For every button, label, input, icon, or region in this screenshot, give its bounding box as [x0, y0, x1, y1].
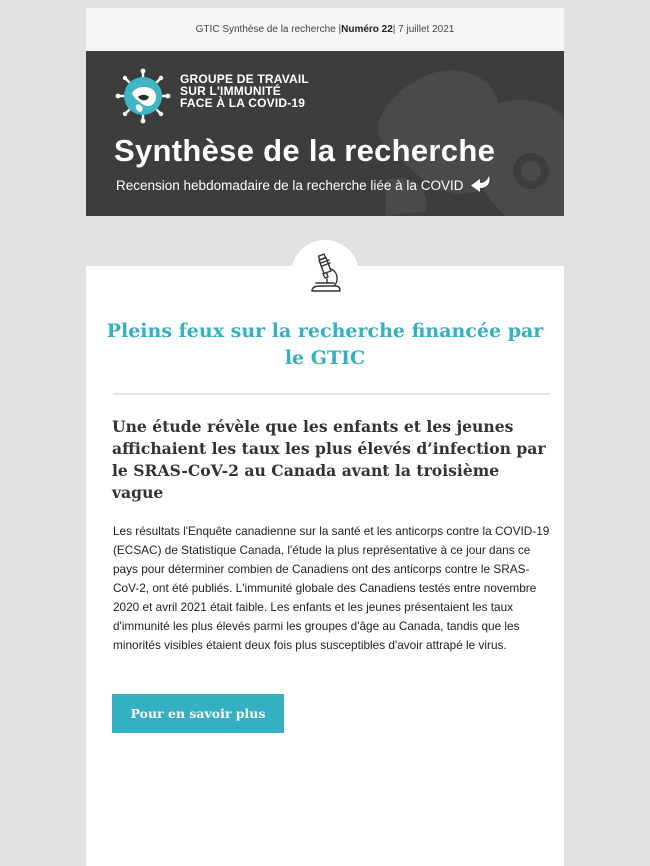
- banner-subtitle: Recension hebdomadaire de la recherche liée à la COVID: [116, 177, 464, 193]
- issue-date: | 7 juillet 2021: [392, 24, 455, 35]
- microscope-icon: [308, 253, 342, 295]
- issue-info-bar: [86, 8, 564, 51]
- logo-wordmark: [180, 73, 309, 109]
- icon-badge: [291, 240, 359, 308]
- curved-arrow-icon: [469, 175, 493, 195]
- section-title: Pleins feux sur la recherche financée par le GTIC: [106, 320, 544, 369]
- article-title: Une étude révèle que les enfants et les jeunes affichaient les taux les plus élevés d’infection par le SRAS-CoV-2 au Canada avant la troisième vague: [112, 417, 546, 502]
- banner-title: Synthèse de la recherche: [114, 133, 496, 168]
- logo-icon: [114, 67, 172, 125]
- article-body: Les résultats l'Enquête canadienne sur la santé et les anticorps contre la COVID-19 (ECSAC) de Statistique Canada, l'étude la plus représentative à ce jour dans ce pays pour déterminer combien de Canadiens ont des anticorps contre le SRAS-CoV-2, ont été publiés. L'immunité globale des Canadiens testés entre novembre 2020 et avril 2021 était faible. Les enfants et les jeunes présentaient les taux d'immunité les plus élevés parmi les groupes d'âge au Canada, tandis que les minorités visibles étaient deux fois plus susceptibles d'avoir attrapé le virus.: [113, 524, 550, 652]
- issue-prefix: GTIC Synthèse de la recherche |: [195, 24, 342, 35]
- logo-line: GROUPE DE TRAVAIL: [180, 72, 309, 86]
- header-banner: [86, 51, 564, 216]
- learn-more-button[interactable]: Pour en savoir plus: [112, 694, 284, 733]
- newsletter: [86, 8, 564, 866]
- research-spotlight-card: [86, 266, 564, 866]
- issue-number: Numéro 22: [341, 24, 393, 35]
- banner-subtitle-row: [116, 175, 493, 195]
- section-divider: [113, 393, 550, 395]
- logo-line: FACE À LA COVID-19: [180, 96, 306, 110]
- logo-line: SUR L'IMMUNITÉ: [180, 84, 281, 98]
